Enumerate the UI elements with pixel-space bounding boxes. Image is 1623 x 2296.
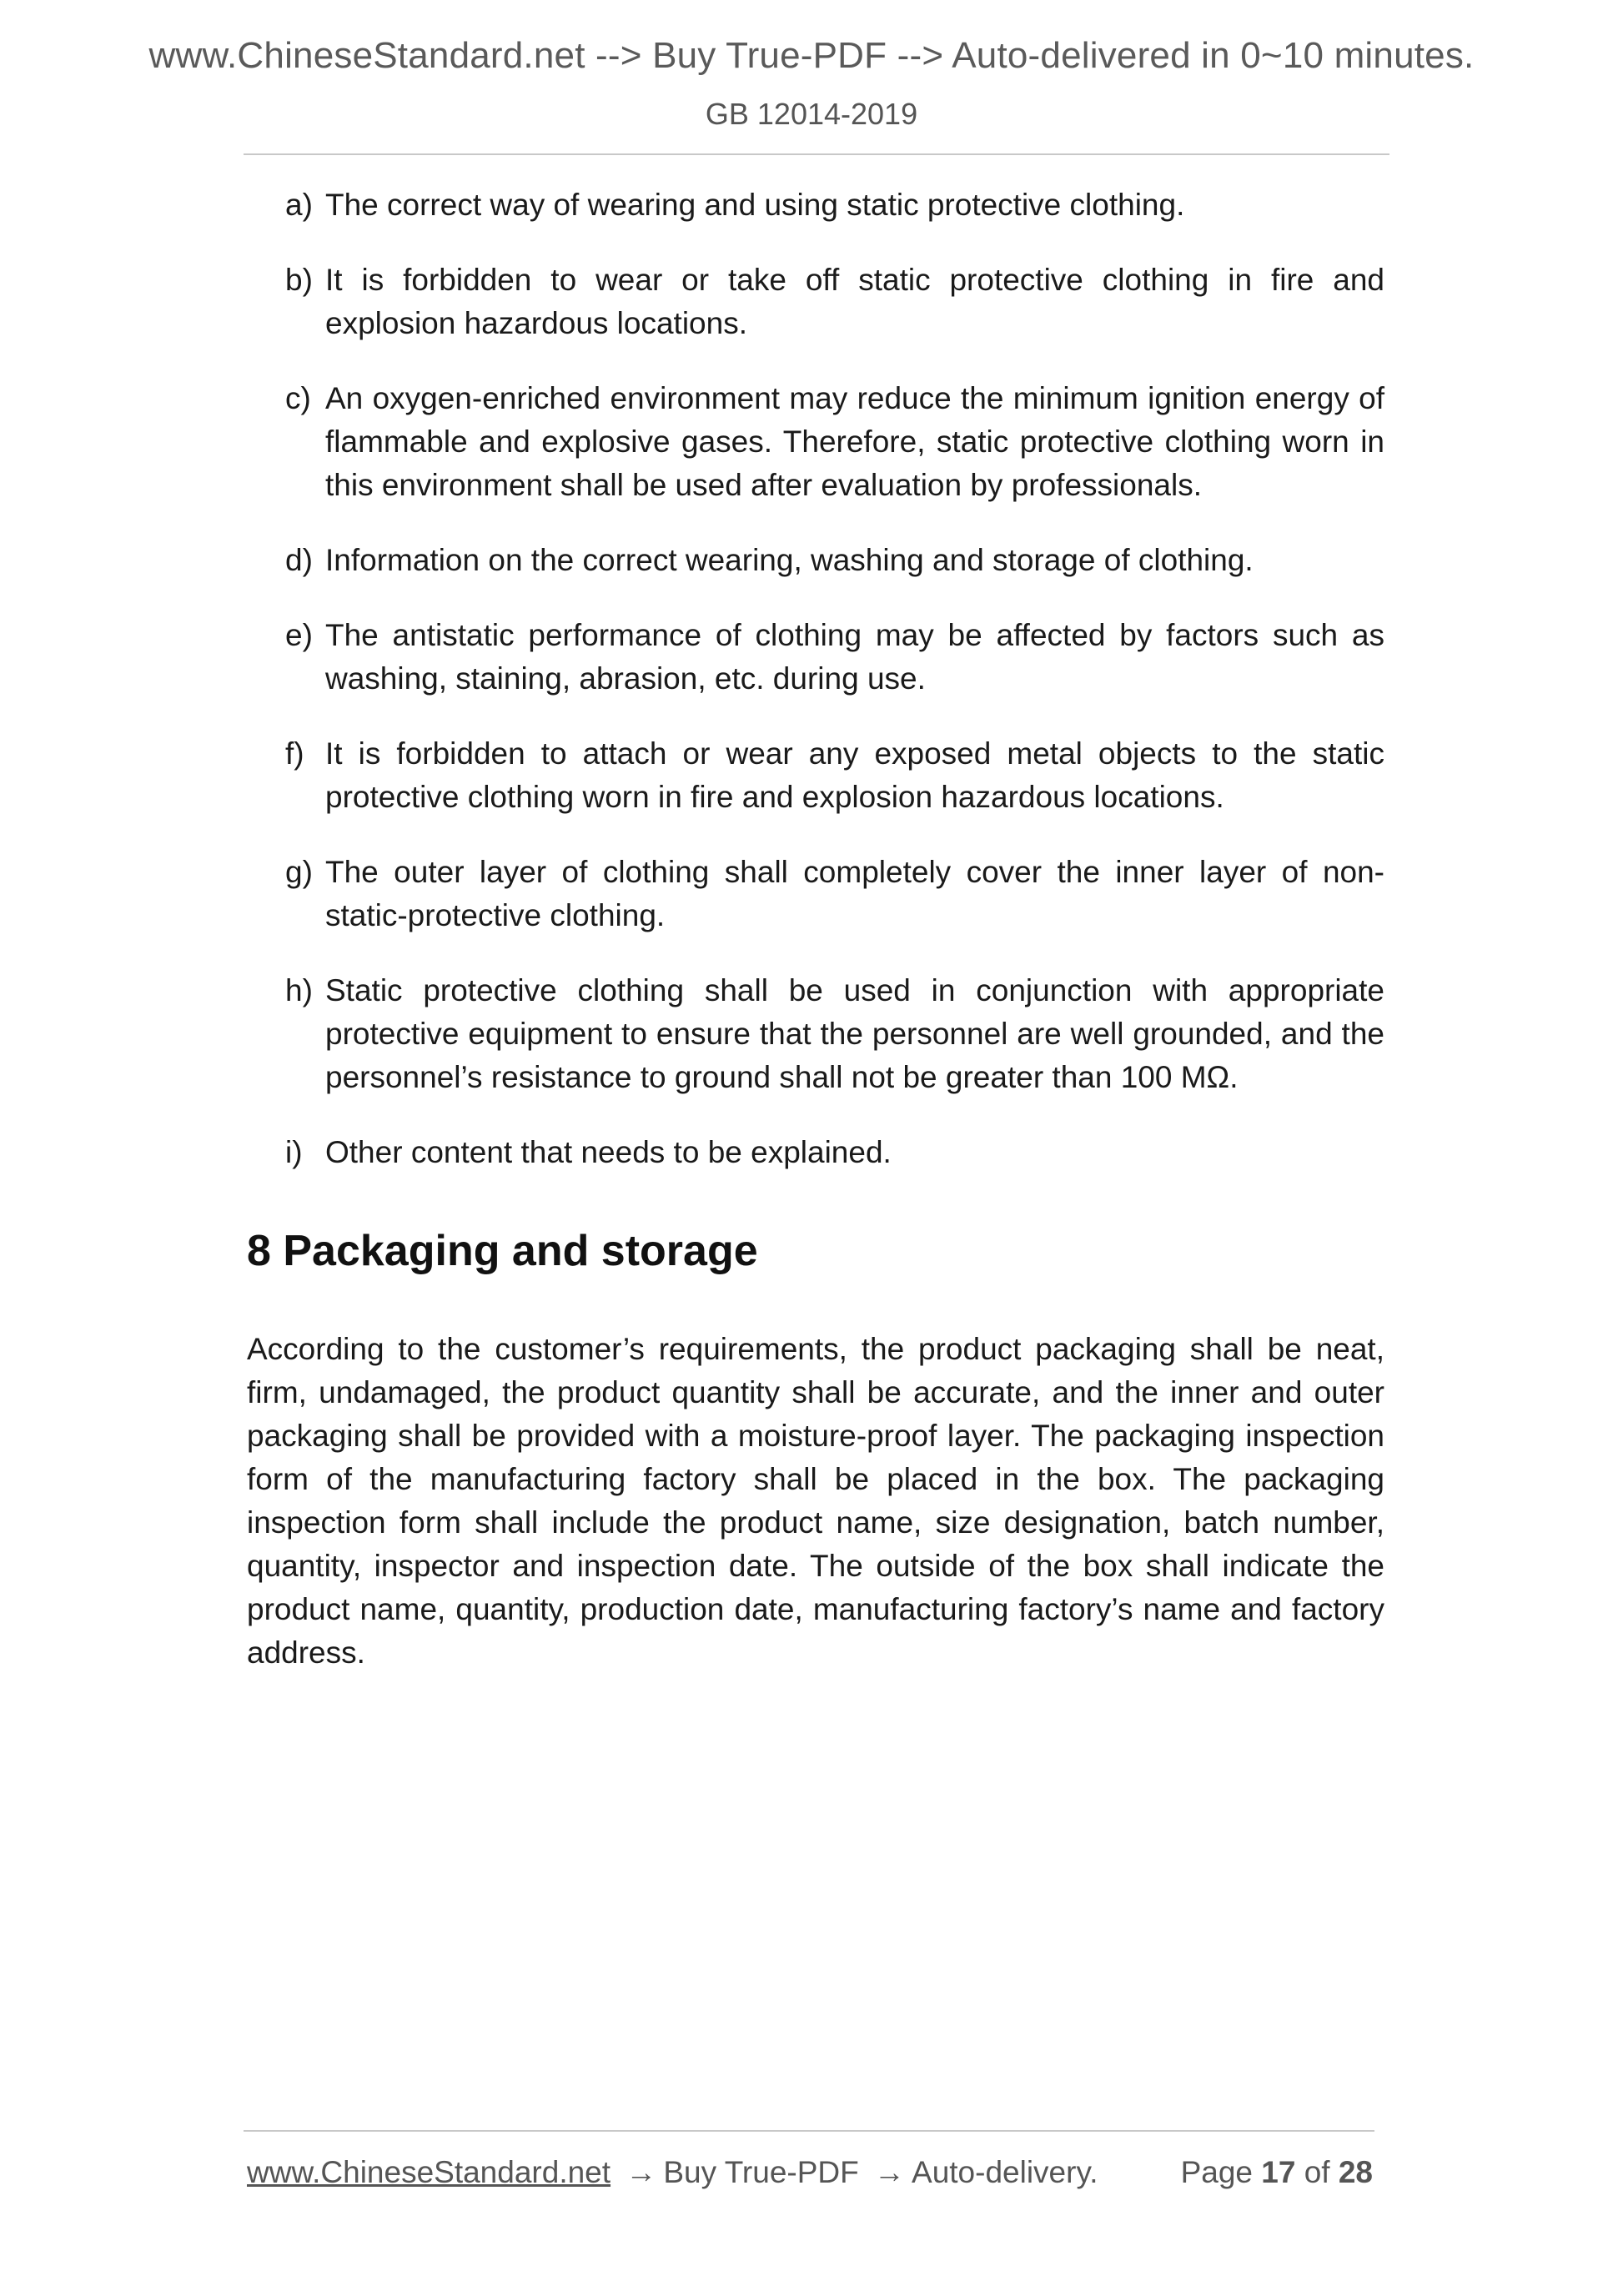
arrow-right-icon: →: [874, 2155, 906, 2189]
list-marker: e): [285, 618, 313, 652]
list-item-text: An oxygen-enriched environment may reduce the minimum ignition energy of flammable and explosive gases. Therefore, static protective clothing worn in this environment shall be used after evaluation by professionals.: [325, 381, 1384, 502]
list-item: [247, 377, 1384, 507]
list-marker: i): [285, 1135, 303, 1169]
list-item: [247, 539, 1384, 582]
list-item: [247, 183, 1384, 227]
of-label: of: [1304, 2155, 1330, 2189]
page-label: Page: [1180, 2155, 1253, 2189]
list-item: [247, 969, 1384, 1099]
page-number: 17: [1261, 2155, 1296, 2189]
list-item-text: The correct way of wearing and using static protective clothing.: [325, 188, 1185, 222]
list-item: [247, 259, 1384, 345]
list-item-text: The outer layer of clothing shall completely cover the inner layer of non-static-protective clothing.: [325, 855, 1384, 932]
list-marker: d): [285, 543, 313, 577]
list-item: [247, 614, 1384, 701]
document-code: GB 12014-2019: [705, 97, 918, 131]
footer-links: [247, 2155, 1098, 2190]
total-pages: 28: [1338, 2155, 1373, 2189]
list-item-text: Static protective clothing shall be used in conjunction with appropriate protective equipment to ensure that the personnel are well grounded, and the personnel’s resistance to ground shall not be greater than 100 MΩ.: [325, 973, 1384, 1094]
list-item-text: It is forbidden to wear or take off static protective clothing in fire and explosion hazardous locations.: [325, 263, 1384, 340]
footer-divider: [244, 2130, 1374, 2132]
page-indicator: [1181, 2155, 1373, 2190]
delivery-text: Auto-delivery.: [912, 2155, 1098, 2189]
list-item: [247, 1131, 1384, 1174]
header-divider: [244, 153, 1389, 155]
buy-text: Buy True-PDF: [663, 2155, 859, 2189]
list-item-text: The antistatic performance of clothing may be affected by factors such as washing, staining, abrasion, etc. during use.: [325, 618, 1384, 696]
page-content: [247, 183, 1384, 1675]
top-banner: www.ChineseStandard.net --> Buy True-PDF --> Auto-delivered in 0~10 minutes.: [148, 35, 1475, 76]
arrow-right-icon: →: [626, 2155, 657, 2189]
section-paragraph: According to the customer’s requirements, the product packaging shall be neat, firm, undamaged, the product quantity shall be accurate, and the inner and outer packaging shall be provided with a moisture-proof layer. The packaging inspection form of the manufacturing factory shall be placed in the box. The packaging inspection form shall include the product name, size designation, batch number, quantity, inspector and inspection date. The outside of the box shall indicate the product name, quantity, production date, manufacturing factory’s name and factory address.: [247, 1332, 1384, 1670]
list-marker: a): [285, 188, 313, 222]
site-link[interactable]: www.ChineseStandard.net: [247, 2155, 611, 2189]
list-marker: c): [285, 381, 311, 415]
list-item-text: Information on the correct wearing, washing and storage of clothing.: [325, 543, 1254, 577]
list-item: [247, 732, 1384, 819]
list-marker: g): [285, 855, 313, 889]
list-marker: h): [285, 973, 313, 1007]
list-marker: b): [285, 263, 313, 297]
list-item-text: Other content that needs to be explained.: [325, 1135, 892, 1169]
list-item: [247, 851, 1384, 937]
list-marker: f): [285, 736, 304, 771]
list-item-text: It is forbidden to attach or wear any exposed metal objects to the static protective clothing worn in fire and explosion hazardous locations.: [325, 736, 1384, 814]
section-heading: 8 Packaging and storage: [247, 1227, 758, 1275]
